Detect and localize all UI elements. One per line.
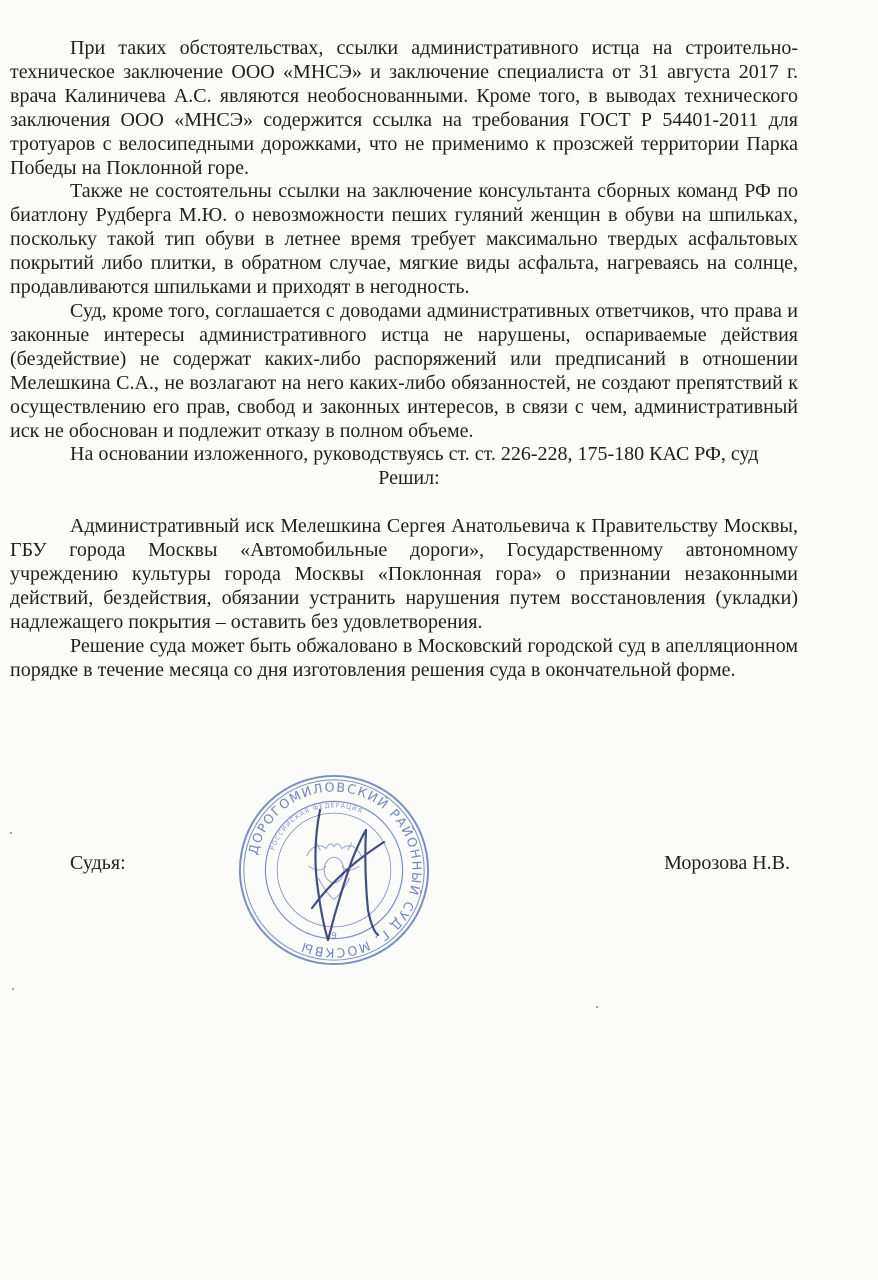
paragraph: Также не состоятельны ссылки на заключение консультанта сборных команд РФ по биатлону Рудберга М.Ю. о невозможности пеших гуляний женщин в обуви на шпильках, поскольку такой тип обуви в летнее время требует максимально твердых асфальтовых покрытий либо плитки, в обратном случае, мягкие виды асфальта, нагреваясь на солнце, продавливаются шпильками и приходят в негодность. [10, 180, 798, 299]
paragraph: На основании изложенного, руководствуясь ст. ст. 226-228, 175-180 КАС РФ, суд [70, 443, 759, 466]
seal-inner-text: РОССИЙСКАЯ ФЕДЕРАЦИЯ [268, 801, 365, 852]
judge-role-label: Судья: [70, 852, 126, 874]
paragraph: При таких обстоятельствах, ссылки административного истца на строительно-техническое заключение ООО «МНСЭ» и заключение специалиста от 31 августа 2017 г. врача Калиничева А.С. являются необоснованными. Кроме того, в выводах технического заключения ООО «МНСЭ» содержится ссылка на требования ГОСТ Р 54401-2011 для тротуаров с велосипедными дорожками, что не применимо к прозсжей территории Парка Победы на Поклонной горе. [10, 37, 798, 179]
document-body [10, 37, 798, 683]
seal-number: 9 [331, 931, 337, 942]
spacer [10, 491, 798, 515]
decision-paragraph: Решение суда может быть обжаловано в Московский городской суд в апелляционном порядке в течение месяца со дня изготовления решения суда в окончательной форме. [10, 634, 798, 681]
resolution-heading: Решил: [378, 467, 440, 490]
scan-dot [10, 832, 12, 834]
seal-outer-text: ДОРОГОМИЛОВСКИЙ РАЙОННЫЙ СУД Г. МОСКВЫ [246, 780, 424, 960]
signature-row [70, 852, 790, 875]
judge-name: Морозова Н.В. [664, 852, 790, 874]
decision-paragraph: Административный иск Мелешкина Сергея Анатольевича к Правительству Москвы, ГБУ города Москвы «Автомобильные дороги», Государственному автономному учреждению культуры города Москвы «Поклонная гора» о признании незаконными действий, бездействия, обязании устранить нарушения путем восстановления (укладки) надлежащего покрытия – оставить без удовлетворения. [10, 515, 798, 633]
scan-dot [596, 1006, 598, 1008]
paragraph: Суд, кроме того, соглашается с доводами административных ответчиков, что права и законные интересы административного истца не нарушены, оспариваемые действия (бездействие) не содержат каких-либо распоряжений или предписаний в отношении Мелешкина С.А., не возлагают на него каких-либо обязанностей, не создают препятствий к осуществлению его прав, свобод и законных интересов, в связи с чем, административный иск не обоснован и подлежит отказу в полном объеме. [10, 299, 798, 442]
scan-dot [12, 988, 14, 990]
